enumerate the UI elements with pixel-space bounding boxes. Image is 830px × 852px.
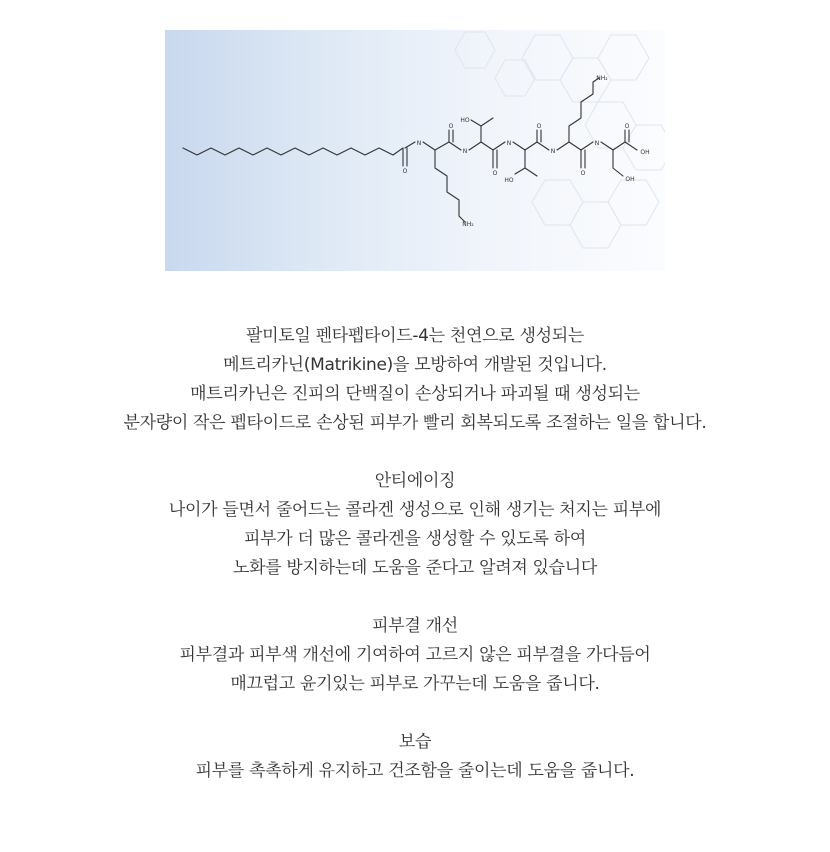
section-title: 보습 (398, 732, 432, 752)
hexagon-pattern (455, 32, 665, 248)
intro-line: 분자량이 작은 펩타이드로 손상된 피부가 빨리 회복되도록 조절하는 일을 합니다. (123, 413, 707, 433)
section-title: 안티에이징 (374, 471, 456, 491)
texture-line: 피부결과 피부색 개선에 기여하여 고르지 않은 피부결을 가다듬어 (179, 645, 651, 665)
atom-label-ho: HO (504, 177, 514, 184)
atom-label-nh2: NH₂ (462, 221, 474, 228)
atom-label-n: N (416, 140, 422, 147)
atom-label-ho: HO (460, 117, 470, 124)
antiaging-line: 피부가 더 많은 콜라겐을 생성할 수 있도록 하여 (243, 529, 587, 549)
antiaging-line: 노화를 방지하는데 도움을 준다고 알려져 있습니다 (232, 558, 598, 578)
intro-section (0, 322, 830, 438)
atom-label-n: N (550, 148, 556, 155)
intro-line: 메트리카닌(Matrikine)을 모방하여 개발된 것입니다. (223, 355, 607, 375)
atom-label-nh2: NH₂ (596, 75, 608, 82)
moisture-line: 피부를 촉촉하게 유지하고 건조함을 줄이는데 도움을 줍니다. (195, 761, 635, 781)
atom-label-o: O (536, 123, 542, 130)
atom-label-oh: OH (625, 176, 635, 183)
atom-label-o: O (402, 168, 408, 175)
intro-line: 팔미토일 펜타펩타이드-4는 천연으로 생성되는 (246, 326, 584, 346)
texture-line: 매끄럽고 윤기있는 피부로 가꾸는데 도움을 줍니다. (230, 674, 600, 694)
intro-line: 매트리카닌은 진피의 단백질이 손상되거나 파괴될 때 생성되는 (190, 384, 640, 404)
atom-label-oh: OH (640, 149, 650, 156)
antiaging-line: 나이가 들면서 줄어드는 콜라겐 생성으로 인해 생기는 처지는 피부에 (168, 500, 662, 520)
atom-label-n: N (506, 140, 512, 147)
atom-label-o: O (448, 123, 454, 130)
molecule-structure-image (165, 30, 665, 271)
atom-label-o: O (624, 123, 630, 130)
atom-label-o: O (492, 170, 498, 177)
atom-label-n: N (462, 148, 468, 155)
texture-section (0, 612, 830, 699)
section-title: 피부결 개선 (372, 616, 458, 636)
moisture-section (0, 728, 830, 786)
atom-label-n: N (594, 140, 600, 147)
antiaging-section (0, 467, 830, 583)
atom-label-o: O (580, 170, 586, 177)
molecule-bonds (183, 78, 637, 222)
